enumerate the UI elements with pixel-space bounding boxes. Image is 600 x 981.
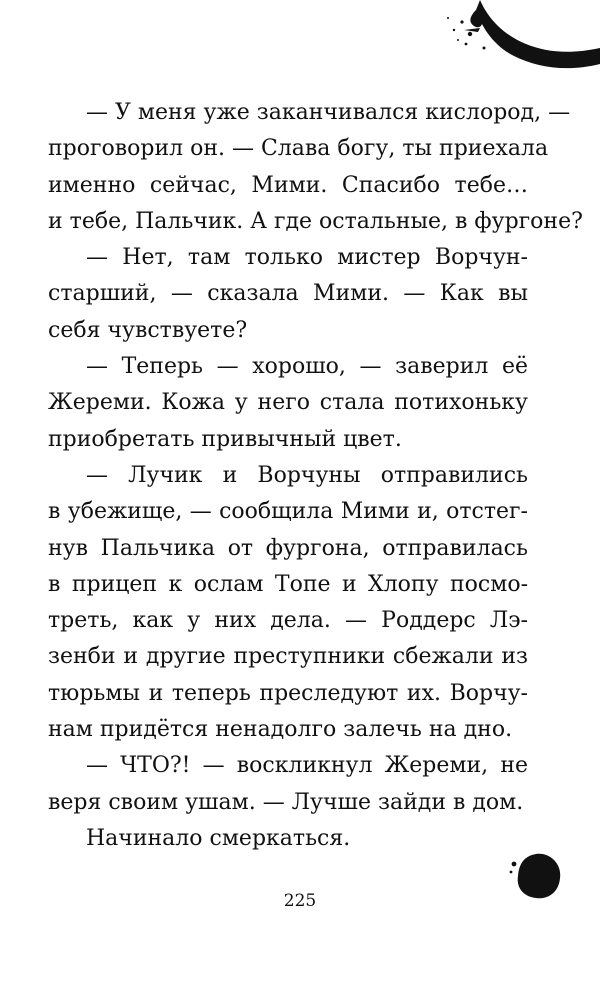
text-line: Жереми. Кожа у него стала потихоньку xyxy=(48,390,528,416)
text-line: Начинало смеркаться. xyxy=(86,825,351,851)
ink-splatter-decoration xyxy=(440,0,600,80)
text-line: старший, — сказала Мими. — Как вы xyxy=(48,281,528,307)
text-line: именно сейчас, Мими. Спасибо тебе… xyxy=(48,172,528,198)
text-line: тюрьмы и теперь преследуют их. Ворчу- xyxy=(48,680,528,706)
text-line: себя чувствуете? xyxy=(48,317,248,343)
text-line: — Теперь — хорошо, — заверил её xyxy=(86,354,528,380)
text-line: — У меня уже заканчивался кислород, — xyxy=(86,100,571,125)
text-line: — ЧТО?! — воскликнул Жереми, не xyxy=(86,753,528,779)
text-line: в прицеп к ослам Топе и Хлопу посмо- xyxy=(48,571,528,597)
text-line: — Нет, там только мистер Ворчун- xyxy=(86,245,528,271)
text-line: веря своим ушам. — Лучше зайди в дом. xyxy=(48,789,524,815)
text-line: в убежище, — сообщила Мими и, отстег- xyxy=(48,499,528,525)
page-number: 225 xyxy=(283,891,317,911)
text-line: приобретать привычный цвет. xyxy=(48,426,402,452)
text-line: нув Пальчика от фургона, отправилась xyxy=(48,535,528,561)
text-line: нам придётся ненадолго залечь на дно. xyxy=(48,717,513,743)
body-text xyxy=(48,95,583,857)
text-line: проговорил он. — Слава богу, ты приехала xyxy=(48,136,549,162)
text-line: треть, как у них дела. — Роддерс Лэ- xyxy=(48,608,528,634)
text-line: и тебе, Пальчик. А где остальные, в фургоне? xyxy=(48,208,583,234)
text-line: зенби и другие преступники сбежали из xyxy=(48,644,528,670)
text-line: — Лучик и Ворчуны отправились xyxy=(86,462,528,488)
